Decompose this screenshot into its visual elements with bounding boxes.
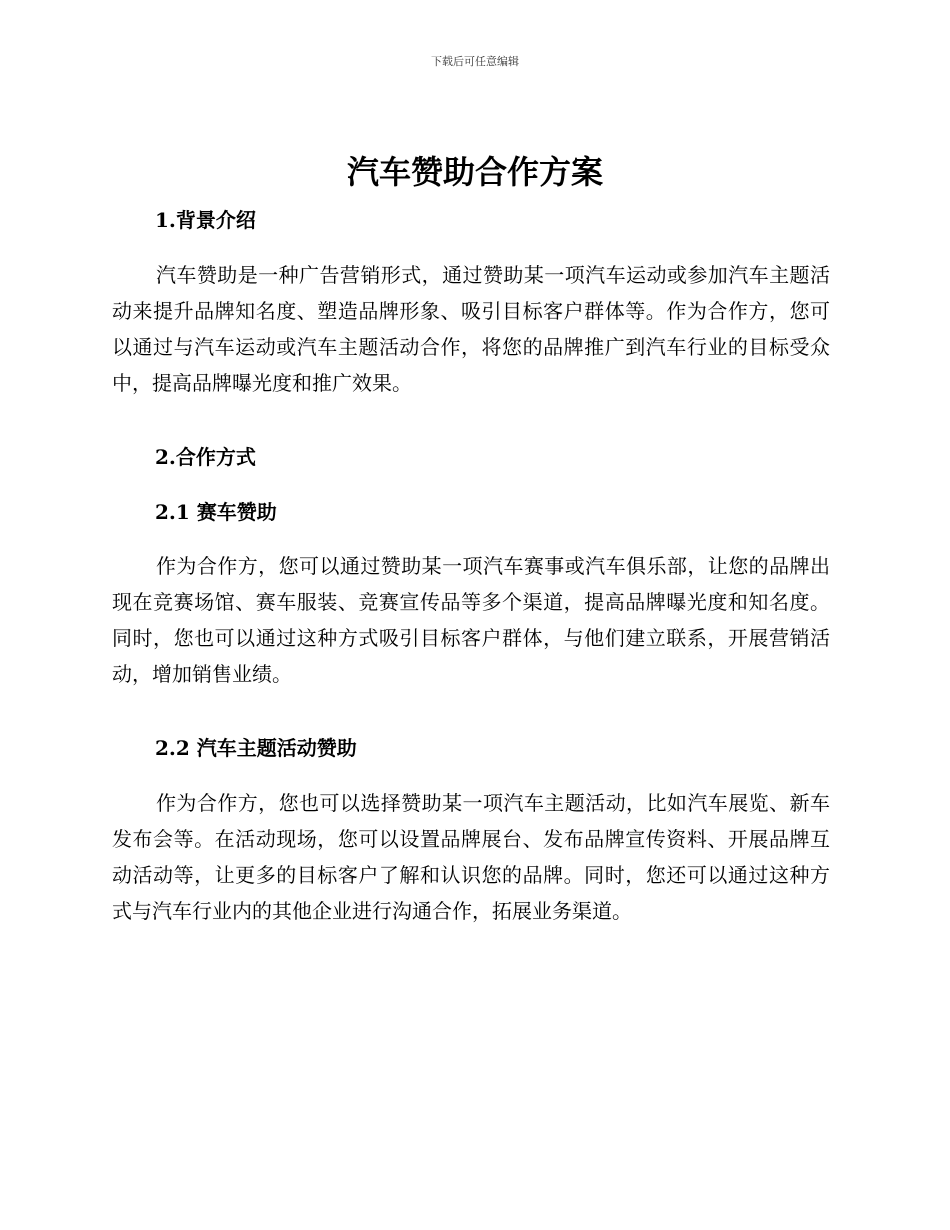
section-heading-background: 1.背景介绍 [155, 208, 256, 232]
section-heading-event-sponsorship: 2.2 汽车主题活动赞助 [155, 736, 357, 760]
section-paragraph-racing-sponsorship: 作为合作方，您可以通过赞助某一项汽车赛事或汽车俱乐部，让您的品牌出现在竞赛场馆、赛车服装、竞赛宣传品等多个渠道，提高品牌曝光度和知名度。同时，您也可以通过这种方式吸引目标客户群体，与他们建立联系，开展营销活动，增加销售业绩。 [112, 554, 830, 686]
section-paragraph-background: 汽车赞助是一种广告营销形式，通过赞助某一项汽车运动或参加汽车主题活动来提升品牌知名度、塑造品牌形象、吸引目标客户群体等。作为合作方，您可以通过与汽车运动或汽车主题活动合作，将您的品牌推广到汽车行业的目标受众中，提高品牌曝光度和推广效果。 [112, 263, 830, 395]
page-header-note: 下载后可任意编辑 [431, 55, 519, 68]
section-paragraph-event-sponsorship: 作为合作方，您也可以选择赞助某一项汽车主题活动，比如汽车展览、新车发布会等。在活动现场，您可以设置品牌展台、发布品牌宣传资料、开展品牌互动活动等，让更多的目标客户了解和认识您的品牌。同时，您还可以通过这种方式与汽车行业内的其他企业进行沟通合作，拓展业务渠道。 [112, 791, 830, 923]
section-heading-cooperation: 2.合作方式 [155, 445, 256, 469]
section-heading-racing-sponsorship: 2.1 赛车赞助 [155, 500, 277, 524]
document-title: 汽车赞助合作方案 [346, 153, 603, 191]
